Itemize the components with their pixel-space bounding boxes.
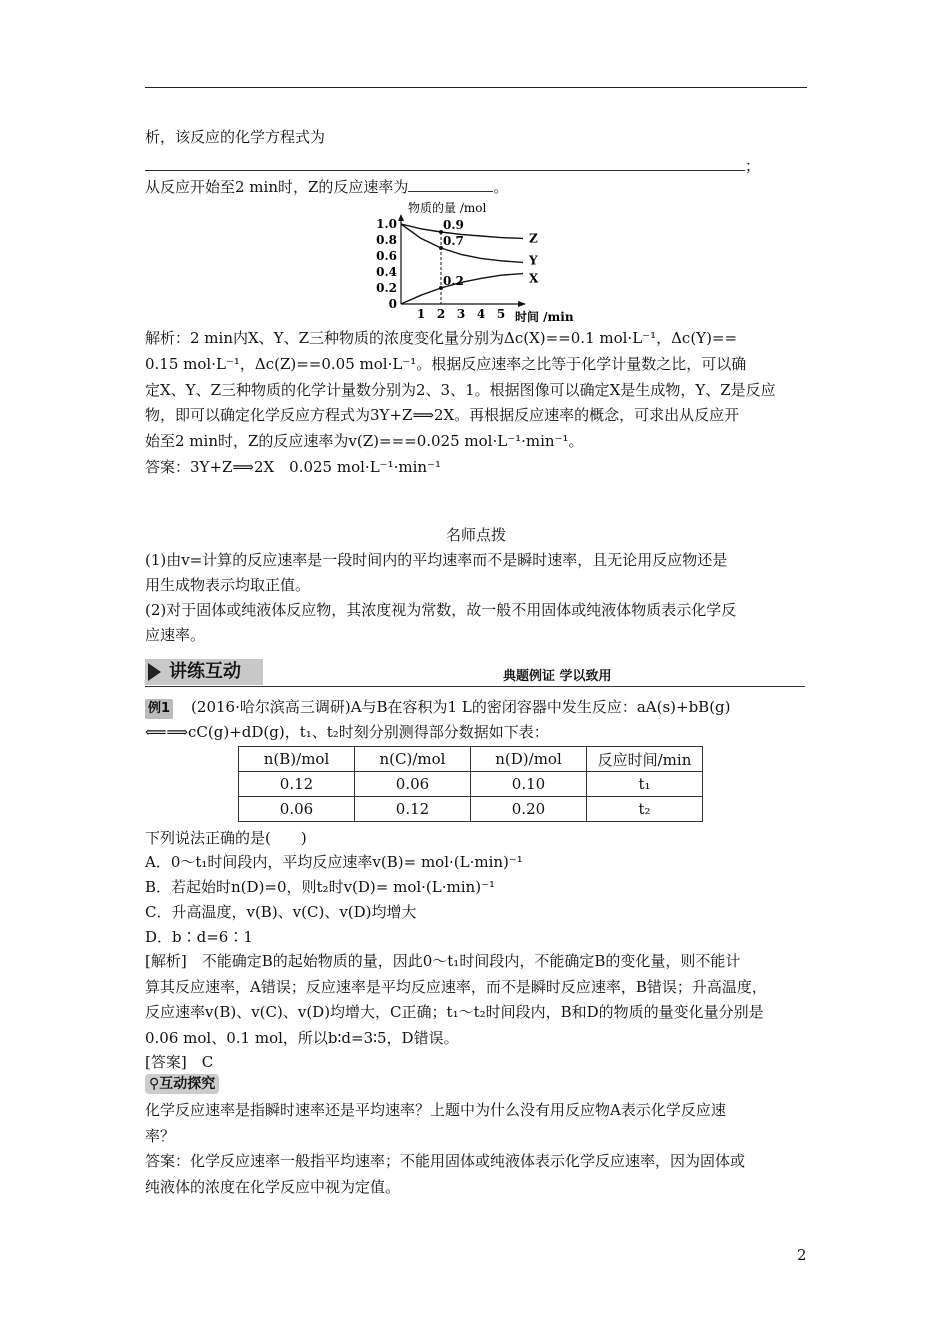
magnifier-icon: ⚲: [149, 1076, 160, 1092]
y-axis-label: 物质的量 /mol: [408, 201, 487, 215]
explore-tag: [145, 1074, 219, 1094]
point-annotation: 0.7: [443, 234, 464, 248]
point-annotation: 0.2: [443, 274, 464, 288]
table-row: [239, 772, 703, 797]
table-header: n(D)/mol: [471, 747, 587, 772]
table-cell: 0.12: [355, 797, 471, 822]
series-label: X: [529, 271, 539, 286]
table-cell: 0.06: [239, 797, 355, 822]
analysis-line: 0.15 mol·L⁻¹，Δc(Z)==0.05 mol·L⁻¹。根据反应速率之比等于化学计量数之比，可以确: [145, 354, 747, 373]
table-cell: 0.20: [471, 797, 587, 822]
tips-line: (2)对于固体或纯液体反应物，其浓度视为常数，故一般不用固体或纯液体物质表示化学反: [145, 601, 737, 619]
x-tick-label: 5: [496, 307, 506, 321]
y-axis-arrow: [398, 214, 404, 221]
table-header: n(C)/mol: [355, 747, 471, 772]
example-line: ⟸⟹cC(g)+dD(g)，t₁、t₂时刻分别测得部分数据如下表：: [145, 723, 549, 741]
header-rule: [145, 87, 807, 88]
explore-line: 答案：化学反应速率一般指平均速率；不能用固体或纯液体表示化学反应速率，因为固体或: [145, 1152, 746, 1171]
explore-line: 纯液体的浓度在化学反应中视为定值。: [145, 1178, 401, 1197]
x-tick-label: 3: [456, 307, 466, 321]
question-text: 从反应开始至2 min时，Z的反应速率为: [145, 178, 409, 196]
table-cell: 0.06: [355, 772, 471, 797]
tips-title: 名师点拨: [445, 526, 506, 544]
play-triangle-icon: [148, 663, 161, 681]
y-tick-label: 1.0: [376, 217, 397, 231]
y-tick-label: 0.8: [376, 233, 397, 247]
x-tick-label: 4: [476, 307, 486, 321]
question: 下列说法正确的是( ): [145, 829, 307, 847]
table-cell: 0.12: [239, 772, 355, 797]
tips-line: (1)由v=计算的反应速率是一段时间内的平均速率而不是瞬时速率，且无论用反应物还是: [145, 551, 728, 569]
example-text: (2016·哈尔滨高三调研)A与B在容积为1 L的密闭容器中发生反应：aA(s)+bB(g): [191, 698, 731, 716]
y-tick-label: 0.4: [376, 265, 397, 279]
option-item: D．b∶d=6∶1: [145, 928, 253, 946]
tips-line: 用生成物表示均取正值。: [145, 576, 311, 594]
analysis-line: 解析：2 min内X、Y、Z三种物质的浓度变化量分别为Δc(X)==0.1 mol·L⁻¹，Δc(Y)==: [145, 329, 738, 347]
example-badge: 例1: [145, 699, 173, 719]
point-annotation: 0.9: [443, 218, 464, 232]
page-number: 2: [797, 1246, 807, 1264]
y-tick-label: 0.6: [376, 249, 397, 263]
analysis-line: 始至2 min时，Z的反应速率为v(Z)===0.025 mol·L⁻¹·min⁻¹。: [145, 432, 584, 451]
section-title: 讲练互动: [169, 661, 241, 682]
x-axis-label: 时间 /min: [515, 310, 574, 324]
example-analysis-line: 0.06 mol、0.1 mol，所以b∶d=3∶5，D错误。: [145, 1028, 459, 1047]
option-item: B．若起始时n(D)=0，则t₂时v(D)= mol·(L·min)⁻¹: [145, 878, 495, 896]
period: 。: [493, 178, 509, 196]
data-table: [238, 746, 703, 822]
table-cell: t₁: [587, 772, 703, 797]
series-label: Z: [529, 231, 538, 246]
option-item: A．0～t₁时间段内，平均反应速率v(B)= mol·(L·min)⁻¹: [145, 853, 523, 871]
example-line: [145, 697, 731, 719]
explore-line: 率？: [145, 1126, 176, 1145]
tips-line: 应速率。: [145, 626, 206, 644]
option-item: C．升高温度，v(B)、v(C)、v(D)均增大: [145, 903, 417, 921]
amount-time-chart: [360, 200, 580, 328]
semicolon: ；: [745, 157, 761, 175]
y-tick-label: 0.2: [376, 281, 397, 295]
answer-blank-line: [145, 156, 760, 176]
example-analysis-line: [解析] 不能确定B的起始物质的量，因此0～t₁时间段内，不能确定B的变化量，则不能计: [145, 952, 741, 970]
section-subtitle: 典题例证 学以致用: [503, 669, 612, 684]
blank: [408, 177, 493, 192]
table-row: [239, 797, 703, 822]
example-analysis-line: 算其反应速率，A错误；反应速率是平均反应速率，而不是瞬时反应速率，B错误；升高温度，: [145, 977, 767, 996]
explore-title: 互动探究: [159, 1076, 216, 1092]
table-cell: 0.10: [471, 772, 587, 797]
x-tick-label: 2: [436, 307, 446, 321]
example-analysis-line: 反应速率v(B)、v(C)、v(D)均增大，C正确；t₁～t₂时间段内，B和D的物质的量变化量分别是: [145, 1003, 764, 1021]
table-header: n(B)/mol: [239, 747, 355, 772]
analysis-line: 定X、Y、Z三种物质的化学计量数分别为2、3、1。根据图像可以确定X是生成物，Y、Z是反应: [145, 380, 776, 399]
section-tag: [145, 659, 263, 685]
section-banner: [145, 659, 805, 687]
x-axis-arrow: [518, 301, 526, 307]
table-cell: t₂: [587, 797, 703, 822]
table-header-row: [239, 747, 703, 772]
series-label: Y: [529, 253, 538, 268]
analysis-line: 答案：3Y+Z⟹2X 0.025 mol·L⁻¹·min⁻¹: [145, 458, 441, 476]
y-tick-label: 0: [388, 297, 397, 311]
intro-line: 析，该反应的化学方程式为: [145, 128, 326, 146]
table-header: 反应时间/min: [587, 747, 703, 772]
blank: [145, 156, 745, 171]
analysis-line: 物，即可以确定化学反应方程式为3Y+Z⟹2X。再根据反应速率的概念，可求出从反应开: [145, 406, 740, 425]
example-answer: [答案] C: [145, 1053, 214, 1071]
x-tick-label: 1: [416, 307, 426, 321]
explore-line: 化学反应速率是指瞬时速率还是平均速率？上题中为什么没有用反应物A表示化学反应速: [145, 1101, 726, 1119]
intro-line: [145, 177, 508, 197]
